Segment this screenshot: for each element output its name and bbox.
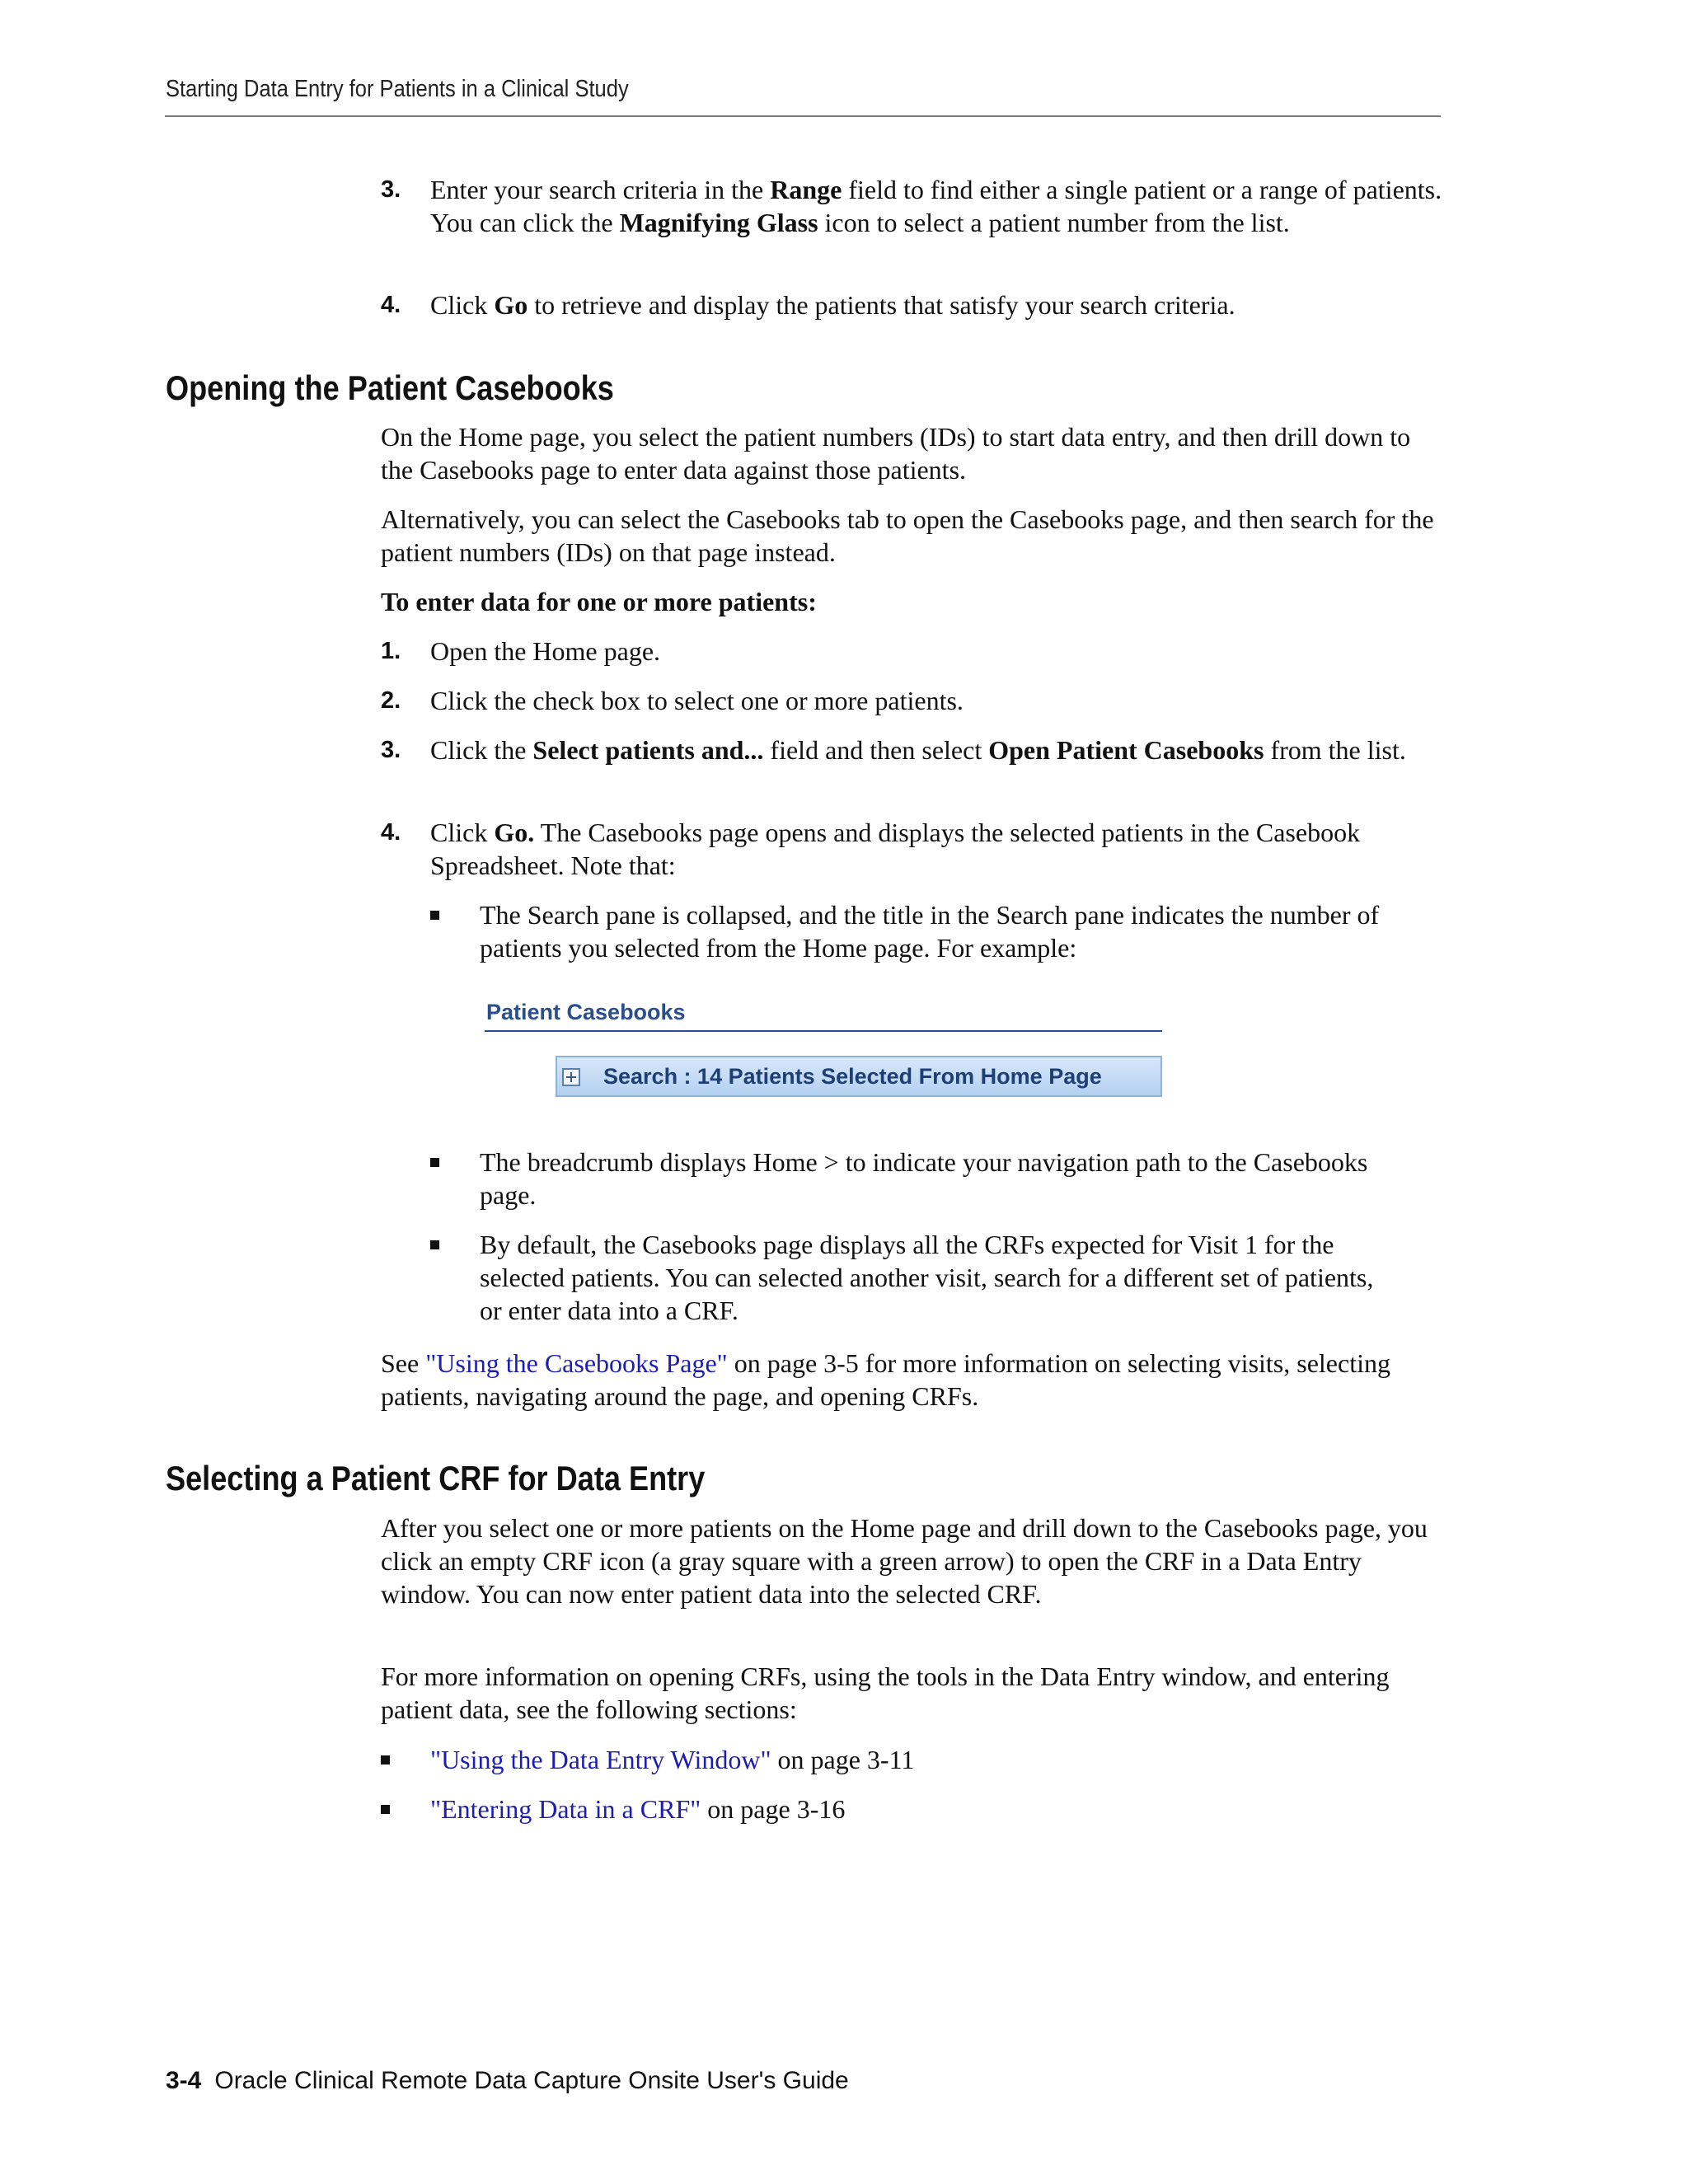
step-number: 4. xyxy=(381,819,401,846)
section-title-opening: Opening the Patient Casebooks xyxy=(166,368,614,407)
step-text: Click Go. The Casebooks page opens and displays the selected patients in the Casebook Spreadsheet. Note that: xyxy=(430,818,1361,880)
step-text: Click the check box to select one or more patients. xyxy=(430,686,964,715)
bullet-text: The Search pane is collapsed, and the title in the Search pane indicates the number of patients you selected from the Home page. For example: xyxy=(480,900,1380,963)
step-text: Enter your search criteria in the Range field to find either a single patient or a range of patients. You can click the Magnifying Glass icon to select a patient number from the list. xyxy=(430,175,1442,237)
bullet-square xyxy=(430,1240,439,1249)
bullet-square xyxy=(381,1805,390,1814)
link-bullet-2: "Entering Data in a CRF" on page 3-16 xyxy=(381,1793,1337,1825)
step-text: Click Go to retrieve and display the patients that satisfy your search criteria. xyxy=(430,290,1236,320)
link-using-data-entry-window[interactable]: "Using the Data Entry Window" xyxy=(430,1745,771,1774)
opening-paragraph-2: Alternatively, you can select the Casebooks tab to open the Casebooks page, and then search for the patient numbers (IDs) on that page instead. xyxy=(381,504,1434,567)
step-text: Click the Select patients and... field and then select Open Patient Casebooks from the list. xyxy=(430,735,1406,765)
procedure-step-3 xyxy=(381,733,1444,766)
bullet-square xyxy=(430,911,439,920)
header-rule xyxy=(165,115,1441,117)
step-number: 4. xyxy=(381,292,401,318)
running-header: Starting Data Entry for Patients in a Clinical Study xyxy=(166,76,629,102)
expand-plus-icon xyxy=(562,1068,580,1086)
step-number: 1. xyxy=(381,638,401,664)
note-bullet-1 xyxy=(430,898,1386,964)
bullet-text: The breadcrumb displays Home > to indicate your navigation path to the Casebooks page. xyxy=(480,1147,1368,1210)
bullet-square xyxy=(430,1158,439,1167)
note-bullet-3 xyxy=(430,1228,1386,1327)
procedure-step-4 xyxy=(381,816,1444,882)
search-step-4 xyxy=(381,288,1444,321)
procedure-step-1 xyxy=(381,635,1444,668)
search-step-3 xyxy=(381,173,1444,239)
section-title-selecting: Selecting a Patient CRF for Data Entry xyxy=(166,1459,706,1497)
procedure-title: To enter data for one or more patients: xyxy=(381,587,817,616)
step-number: 2. xyxy=(381,687,401,714)
bullet-text: By default, the Casebooks page displays all the CRFs expected for Visit 1 for the selected patients. You can selected another visit, search for a different set of patients, or enter data into a CRF. xyxy=(480,1230,1374,1325)
selecting-paragraph-2: For more information on opening CRFs, using the tools in the Data Entry window, and entering patient data, see the following sections: xyxy=(381,1661,1390,1724)
page-number: 3-4 xyxy=(166,2067,202,2094)
link-using-casebooks-page[interactable]: "Using the Casebooks Page" xyxy=(425,1348,728,1378)
link-bullet-1: "Using the Data Entry Window" on page 3-11 xyxy=(381,1743,1337,1776)
step-number: 3. xyxy=(381,737,401,763)
selecting-paragraph-1: After you select one or more patients on the Home page and drill down to the Casebooks page, you click an empty CRF icon (a gray square with a green arrow) to open the CRF in a Data Entry window. You can now enter patient data into the selected CRF. xyxy=(381,1513,1428,1609)
note-bullet-2 xyxy=(430,1146,1386,1212)
opening-paragraph-1: On the Home page, you select the patient numbers (IDs) to start data entry, and then drill down to the Casebooks page to enter data against those patients. xyxy=(381,422,1411,485)
see-also-paragraph: See "Using the Casebooks Page" on page 3-5 for more information on selecting visits, selecting patients, navigating around the page, and opening CRFs. xyxy=(381,1348,1390,1411)
bullet-square xyxy=(381,1755,390,1765)
step-number: 3. xyxy=(381,176,401,203)
screenshot-title-rule xyxy=(485,1030,1162,1032)
screenshot-search-pane-bar xyxy=(556,1056,1162,1097)
procedure-step-2 xyxy=(381,684,1444,717)
link-entering-data-in-crf[interactable]: "Entering Data in a CRF" xyxy=(430,1794,701,1824)
screenshot-search-label: Search : 14 Patients Selected From Home Page xyxy=(603,1064,1102,1089)
page-footer xyxy=(166,2067,849,2095)
screenshot-patient-casebooks-title: Patient Casebooks xyxy=(486,1000,686,1024)
step-text: Open the Home page. xyxy=(430,636,661,666)
book-title: Oracle Clinical Remote Data Capture Onsite User's Guide xyxy=(214,2067,849,2094)
